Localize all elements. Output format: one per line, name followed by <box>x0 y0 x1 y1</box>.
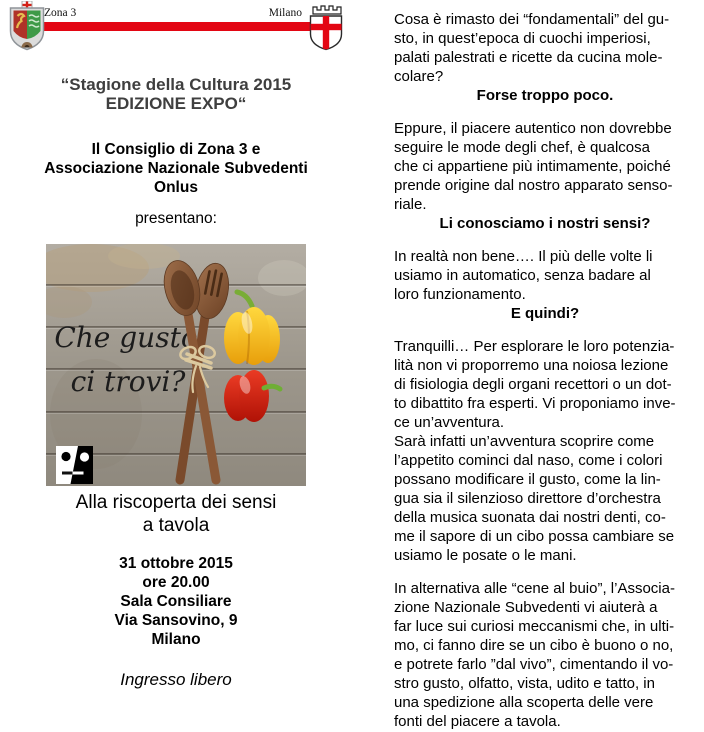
organizer-names <box>0 140 352 197</box>
text-line: Milano <box>151 631 201 648</box>
presenter-text: presentano: <box>135 210 217 227</box>
text-line: Tranquilli… Per esplorare le loro potenzia- <box>394 338 675 355</box>
paragraph-section <box>394 579 696 731</box>
paragraph-section <box>394 119 696 233</box>
right-column <box>394 10 696 732</box>
text-line: Onlus <box>154 179 198 196</box>
text-line: ore 20.00 <box>142 574 210 591</box>
text-line: far luce sui curiosi meccanismi che, in ulti- <box>394 618 675 635</box>
text-line: lità non vi proporremo una noiosa lezione <box>394 357 669 374</box>
paragraph-section <box>394 247 696 323</box>
text-line: Alla riscoperta dei sensi <box>75 492 277 513</box>
milano-label: Milano <box>268 7 302 19</box>
text-line: Sala Consiliare <box>120 593 232 610</box>
text-line: loro funzionamento. <box>394 286 526 303</box>
text-line: che ci appartiene più intimamente, poiché <box>394 158 671 175</box>
text-line: mo, ci fanno dire se un cibo è buono o no, <box>394 637 674 654</box>
text-line: ce un’avventura. <box>394 414 505 431</box>
text-line: Sarà infatti un’avventura scoprire come <box>394 433 655 450</box>
text-line: Eppure, il piacere autentico non dovrebbe <box>394 120 672 137</box>
event-details <box>0 554 352 649</box>
text-line: l’appetito cominci dal naso, come i colori <box>394 452 663 469</box>
text-line: Il Consiglio di Zona 3 e <box>91 141 261 158</box>
text-line: Via Sansovino, 9 <box>114 612 238 629</box>
text-line: Associazione Nazionale Subvedenti <box>44 160 308 177</box>
poster-headline-line2: ci trovi? <box>70 365 186 398</box>
text-line: palati palestrati e ricette da cucina mole- <box>394 49 663 66</box>
text-line: usiamo le posate o le mani. <box>394 547 577 564</box>
text-line: della musica suonata dai nostri denti, co- <box>394 509 666 526</box>
text-line: fonti del piacere a tavola. <box>394 713 561 730</box>
text-line: possano modificare il gusto, come la lin- <box>394 471 661 488</box>
text-line: stro gusto, olfatto, vista, udito e tatto, in <box>394 675 655 692</box>
text-line: to dibattito fra esperti. Vi proponiamo inve- <box>394 395 676 412</box>
text-line: sto, in quest’epoca di cuochi imperiosi, <box>394 30 651 47</box>
text-line: e potrete farlo ”dal vivo”, cimentando il vo- <box>394 656 674 673</box>
text-line: riale. <box>394 196 427 213</box>
text-line: una spedizione alla scoperta delle vere <box>394 694 654 711</box>
emphasis-line: Li conosciamo i nostri sensi? <box>439 215 651 232</box>
event-tagline <box>0 491 352 537</box>
text-line: me il sapore di un cibo possa cambiare se <box>394 528 675 545</box>
milano-coat-of-arms-icon <box>306 1 346 51</box>
event-title <box>0 75 352 113</box>
emphasis-line: E quindi? <box>510 305 580 322</box>
header-red-bar <box>33 22 313 31</box>
text-line: di fisiologia degli organi recettori o un dot- <box>394 376 672 393</box>
text-line: usiamo in automatico, senza badare al <box>394 267 651 284</box>
poster-headline-line1: Che gusto <box>54 321 198 354</box>
zona-3-label: Zona 3 <box>44 7 77 19</box>
subvedenti-logo-icon <box>56 446 93 484</box>
text-line: Cosa è rimasto dei “fondamentali” del gu- <box>394 11 670 28</box>
text-line: a tavola <box>142 515 210 536</box>
text-line: In realtà non bene…. Il più delle volte li <box>394 248 653 265</box>
text-line: In alternativa alle “cene al buio”, l’Associa- <box>394 580 675 597</box>
left-column <box>0 0 352 690</box>
poster-image <box>46 244 306 486</box>
header-band <box>0 0 352 52</box>
text-line: colare? <box>394 68 444 85</box>
text-line: zione Nazionale Subvedenti vi aiuterà a <box>394 599 658 616</box>
admission-text: Ingresso libero <box>120 670 232 689</box>
text-line: 31 ottobre 2015 <box>119 555 233 572</box>
text-line: gua sia il silenzioso direttore d’orchestra <box>394 490 661 507</box>
paragraph-section <box>394 337 696 565</box>
text-line: seguire le mode degli chef, è qualcosa <box>394 139 650 156</box>
text-line: prende origine dal nostro apparato senso- <box>394 177 673 194</box>
zona-3-coat-of-arms-icon <box>8 1 46 51</box>
emphasis-line: Forse troppo poco. <box>476 87 614 104</box>
poster-illustration <box>46 244 306 486</box>
text-line: EDIZIONE EXPO“ <box>105 94 247 113</box>
paragraph-section <box>394 10 696 105</box>
text-line: “Stagione della Cultura 2015 <box>60 75 292 94</box>
